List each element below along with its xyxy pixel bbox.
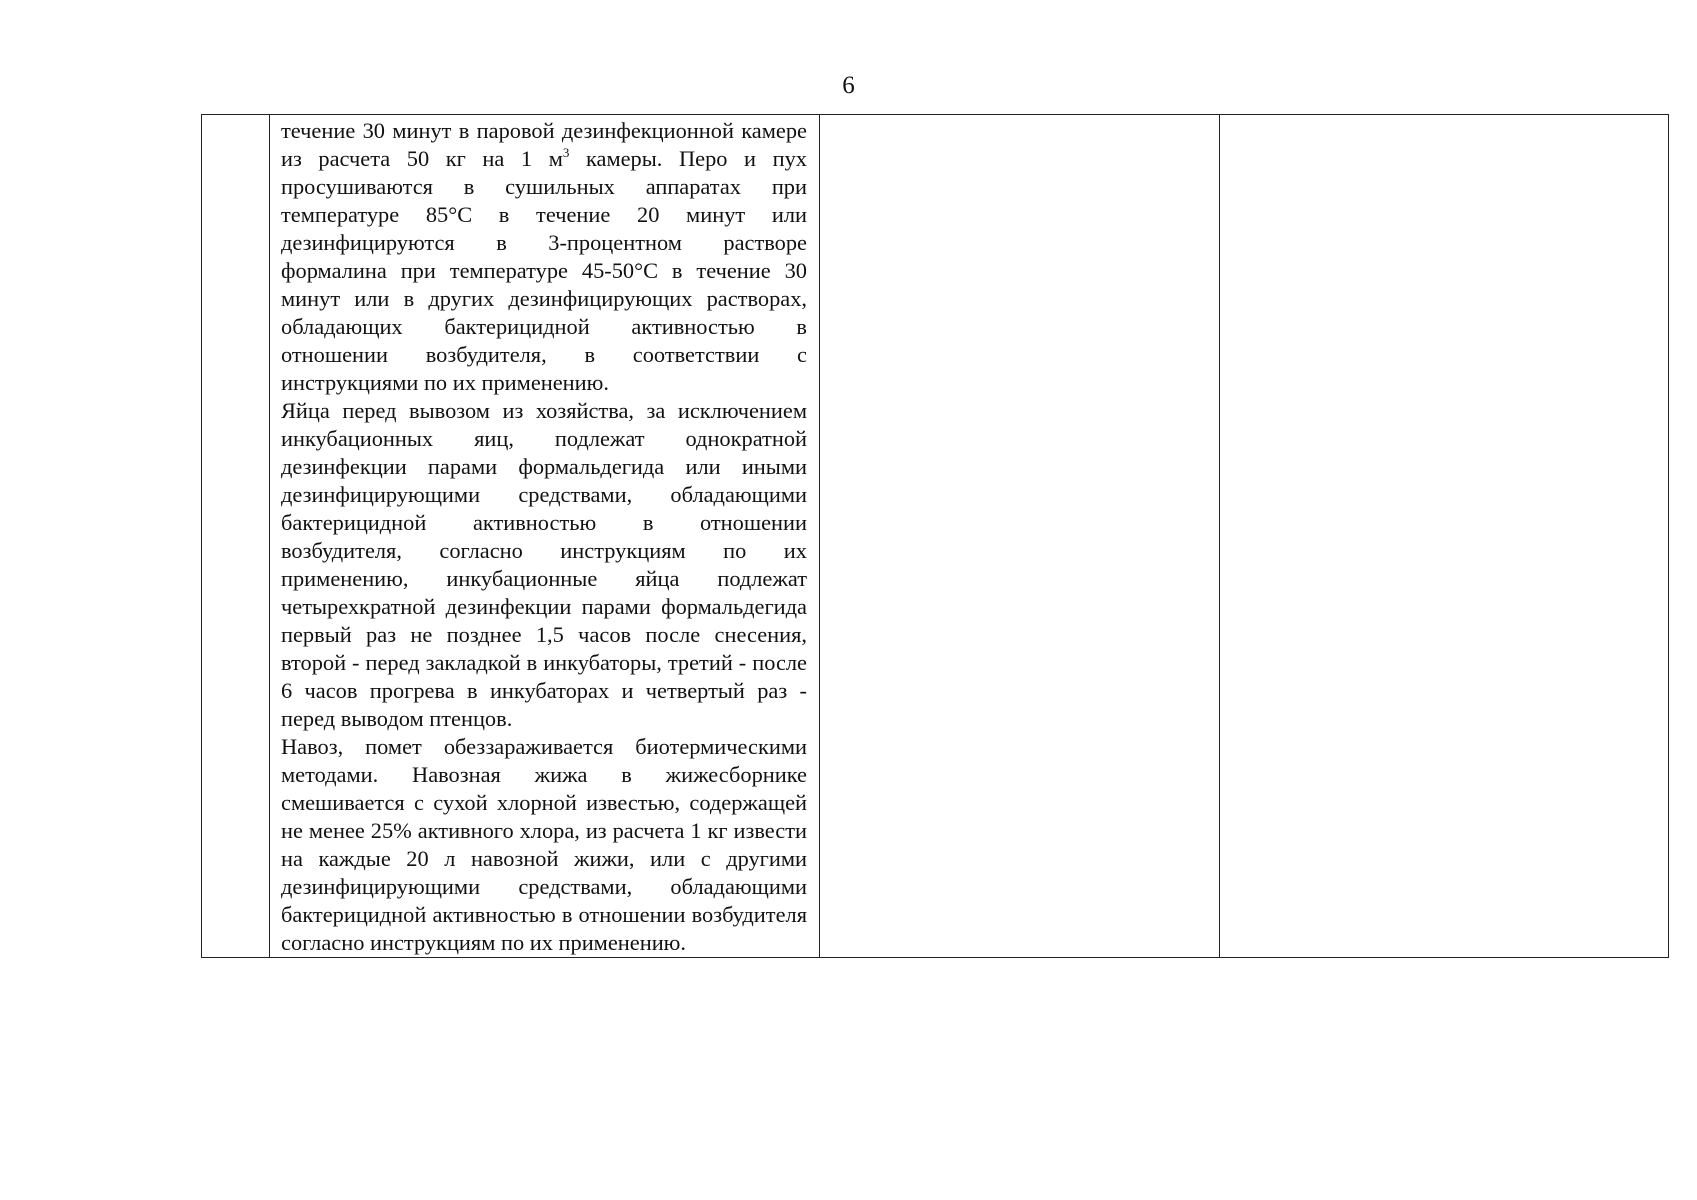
paragraph-feathers-disinfection: течение 30 минут в паровой дезинфекционной камере из расчета 50 кг на 1 $м^3$ камеры. Перо и пух просушиваются в сушильных аппаратах при температуре 85°С в течение 20 минут или дезинфицируются в 3-процентном растворе формалина при температуре 45-50°С в течение 30 минут или в других дезинфицирующих растворах, обладающих бактерицидной активностью в отношении возбудителя, в соответствии с инструкциями по их применению. <box>281 118 807 395</box>
cell-empty-3 <box>820 115 1220 958</box>
cell-measures <box>270 115 820 958</box>
paragraph-eggs-disinfection: Яйца перед вывозом из хозяйства, за исключением инкубационных яиц, подлежат однократной дезинфекции парами формальдегида или иными дезинфицирующими средствами, обладающими бактерицидной активностью в отношении возбудителя, согласно инструкциям по их применению, инкубационные яйца подлежат четырехкратной дезинфекции парами формальдегида первый раз не позднее 1,5 часов после снесения, второй - перед закладкой в инкубаторы, третий - после 6 часов прогрева в инкубаторах и четвертый раз - перед выводом птенцов. <box>281 398 807 731</box>
regulation-table <box>201 114 1669 958</box>
paragraph-manure-disinfection: Навоз, помет обеззараживается биотермическими методами. Навозная жижа в жижесборнике смешивается с сухой хлорной известью, содержащей не менее 25% активного хлора, из расчета 1 кг извести на каждые 20 л навозной жижи, или с другими дезинфицирующими средствами, обладающими бактерицидной активностью в отношении возбудителя согласно инструкциям по их применению. <box>281 734 807 955</box>
cell-empty-4 <box>1220 115 1669 958</box>
cell-number <box>202 115 270 958</box>
page-number: 6 <box>842 72 855 99</box>
superscript-cubic: 3 <box>562 145 570 160</box>
table-row <box>202 115 1669 958</box>
